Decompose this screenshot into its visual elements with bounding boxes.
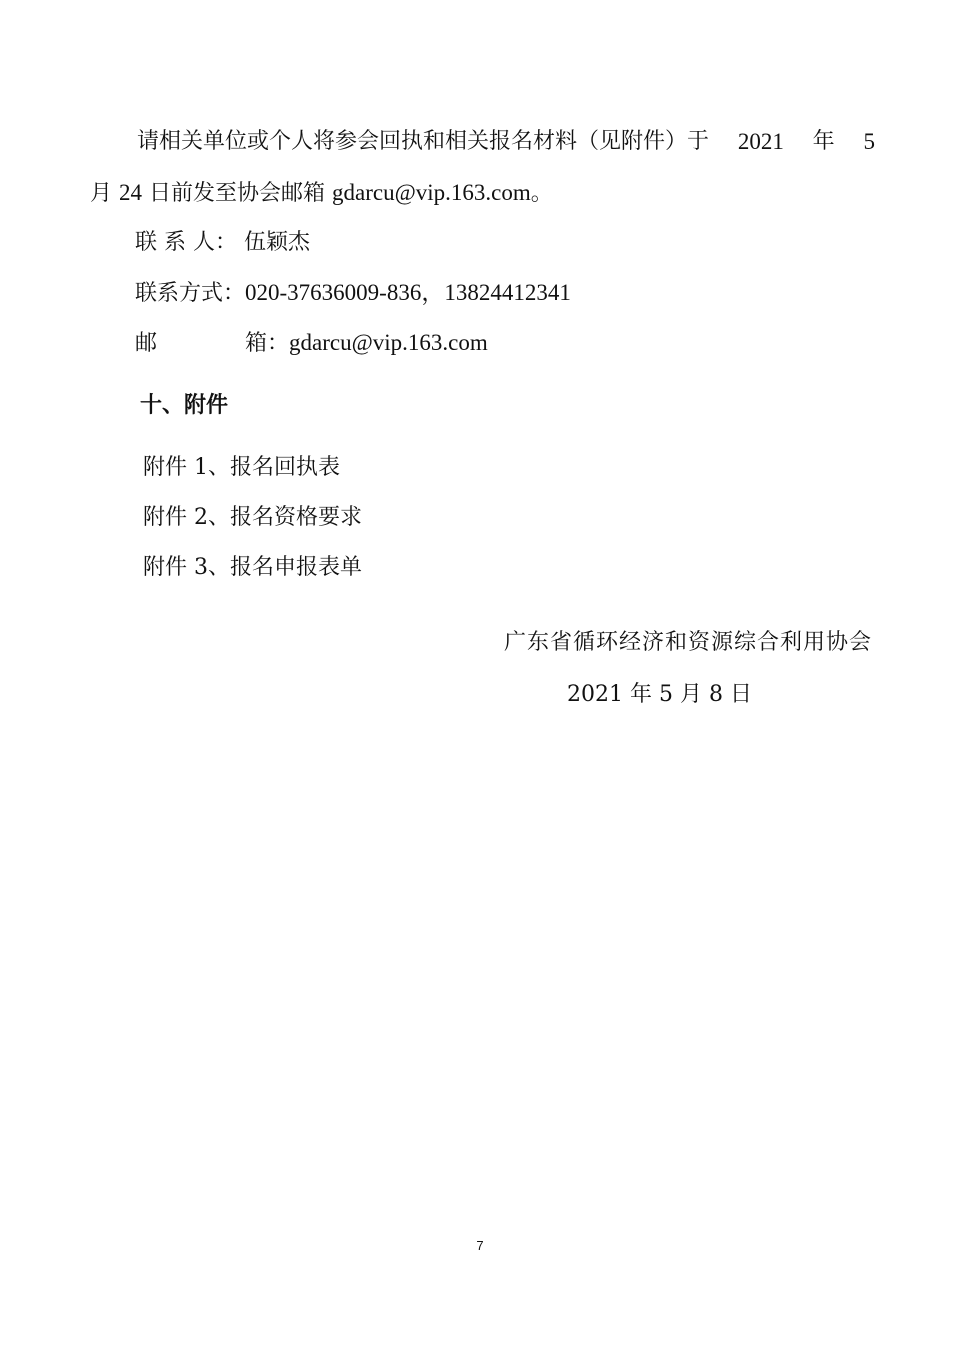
paragraph-year-unit: 年	[812, 129, 835, 154]
contact-email-row	[135, 328, 488, 359]
paragraph-year: 2021	[737, 129, 784, 154]
paragraph-email-link[interactable]: gdarcu@vip.163.com	[332, 180, 531, 205]
body-paragraph-line-2	[90, 178, 553, 209]
attachment-item-3[interactable]: 附件 3、报名申报表单	[143, 555, 362, 580]
paragraph-month: 5	[863, 129, 875, 154]
signature-date: 2021 年 5 月 8 日	[567, 682, 752, 707]
contact-name-row	[135, 228, 310, 258]
contact-email-label-part1: 邮	[135, 331, 158, 356]
contact-phone-row	[135, 278, 571, 309]
paragraph-period: 。	[530, 181, 553, 206]
contact-phone-value: 020-37636009-836，13824412341	[245, 280, 571, 305]
section-heading-attachments: 十、附件	[140, 393, 229, 418]
body-paragraph-line-1	[137, 127, 875, 157]
contact-name-value: 伍颖杰	[244, 230, 311, 255]
paragraph-day: 24	[119, 180, 143, 205]
contact-name-label: 联 系 人：	[135, 230, 237, 255]
contact-email-value[interactable]: gdarcu@vip.163.com	[289, 330, 488, 355]
signature-organization: 广东省循环经济和资源综合利用协会	[503, 630, 872, 655]
page-number: 7	[476, 1238, 484, 1253]
contact-email-label-part2: 箱：	[245, 331, 290, 356]
paragraph-text: 请相关单位或个人将参会回执和相关报名材料（见附件）于	[137, 129, 710, 154]
attachment-item-1[interactable]: 附件 1、报名回执表	[143, 455, 340, 480]
paragraph-text-2: 日前发至协会邮箱	[149, 181, 326, 206]
attachment-item-2[interactable]: 附件 2、报名资格要求	[143, 505, 362, 530]
paragraph-month-unit: 月	[90, 181, 113, 206]
contact-phone-label: 联系方式：	[135, 281, 246, 306]
